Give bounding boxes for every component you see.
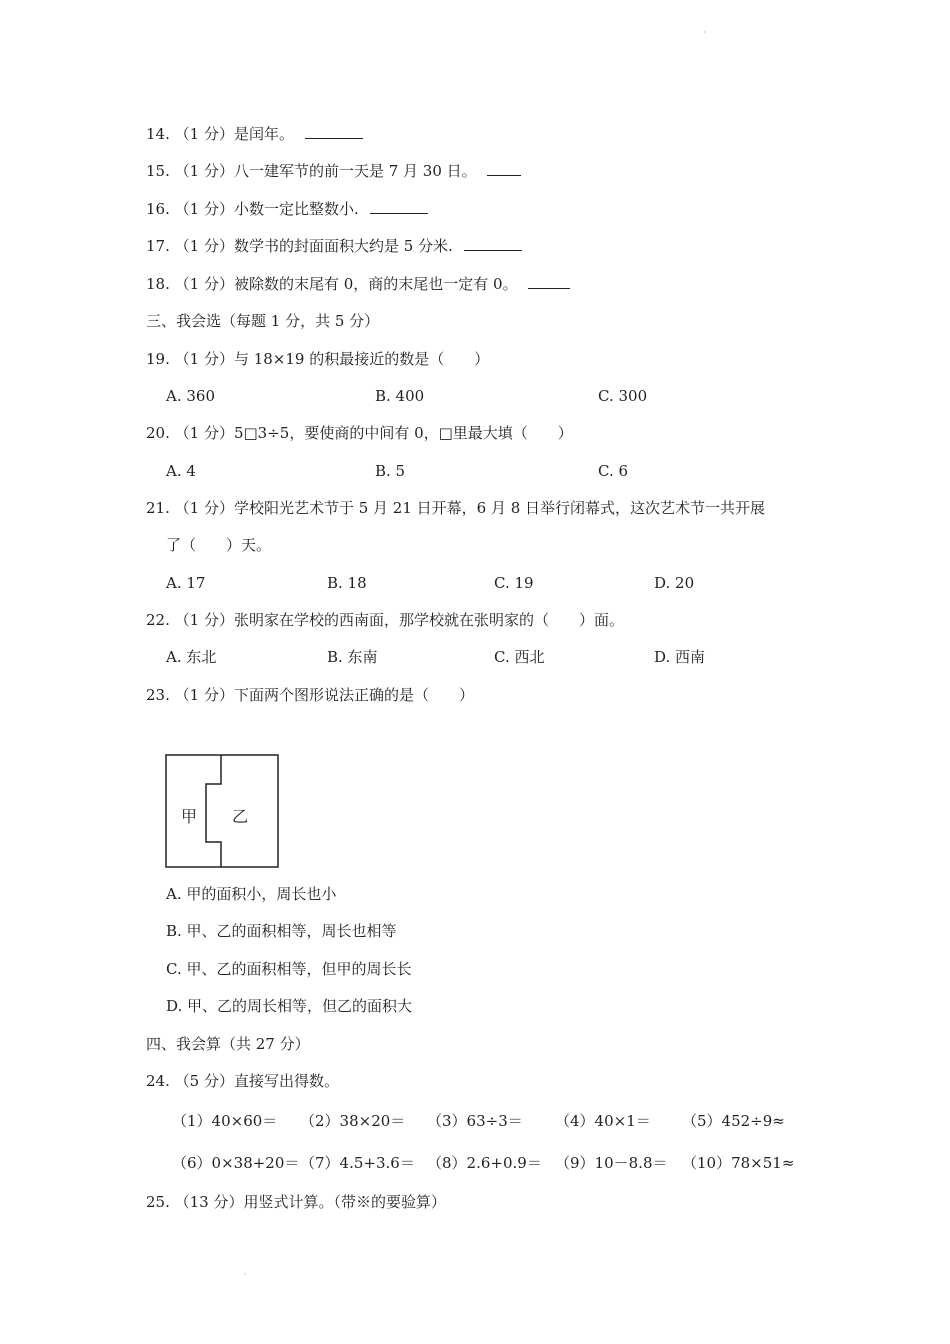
option-c[interactable]: C. 300 <box>598 387 648 405</box>
page-mark: ' <box>704 30 707 39</box>
question-score: （1 分） <box>174 350 234 368</box>
question-21 <box>146 498 765 518</box>
question-score: （1 分） <box>174 499 234 517</box>
question-25 <box>146 1192 446 1212</box>
question-text: 学校阳光艺术节于 5 月 21 日开幕，6 月 8 日举行闭幕式，这次艺术节一共开展 <box>233 499 766 517</box>
answer-blank[interactable] <box>528 274 570 289</box>
question-number: 22. <box>146 611 170 629</box>
calc-item: （5）452÷9≈ <box>682 1112 785 1130</box>
question-text: 被除数的末尾有 0，商的末尾也一定有 0。 <box>233 275 518 293</box>
calc-item: （8）2.6+0.9＝ <box>427 1154 542 1172</box>
option-d[interactable]: D. 西南 <box>654 648 706 666</box>
question-score: （1 分） <box>174 611 234 629</box>
answer-blank[interactable] <box>305 124 363 139</box>
question-19 <box>146 349 489 369</box>
question-number: 25. <box>146 1193 170 1211</box>
question-number: 18. <box>146 275 170 293</box>
question-20 <box>146 423 573 443</box>
option-a[interactable]: A. 17 <box>166 574 206 592</box>
question-text: 用竖式计算。（带※的要验算） <box>243 1193 447 1211</box>
question-score: （1 分） <box>174 200 234 218</box>
shape-figure <box>165 754 280 870</box>
question-score: （13 分） <box>174 1193 244 1211</box>
label-jia: 甲 <box>181 807 198 826</box>
question-24 <box>146 1071 339 1091</box>
option-d[interactable]: D. 甲、乙的周长相等，但乙的面积大 <box>166 997 413 1015</box>
question-number: 23. <box>146 686 170 704</box>
question-number: 21. <box>146 499 170 517</box>
option-c[interactable]: C. 甲、乙的面积相等，但甲的周长长 <box>166 960 412 978</box>
answer-blank[interactable] <box>487 161 521 176</box>
question-text: 5□3÷5，要使商的中间有 0，□里最大填（ ） <box>233 424 573 442</box>
option-b[interactable]: B. 甲、乙的面积相等，周长也相等 <box>166 922 397 940</box>
question-number: 14. <box>146 125 170 143</box>
question-18 <box>146 274 570 294</box>
question-score: （1 分） <box>174 275 234 293</box>
option-a[interactable]: A. 甲的面积小，周长也小 <box>166 885 337 903</box>
section-heading-4: 四、我会算（共 27 分） <box>146 1035 310 1053</box>
calc-item: （1）40×60＝ <box>172 1112 278 1130</box>
shape-figure-svg <box>165 754 280 870</box>
question-text: 小数一定比整数小. <box>233 200 359 218</box>
section-heading-3: 三、我会选（每题 1 分，共 5 分） <box>146 312 380 330</box>
calc-item: （9）10－8.8＝ <box>555 1154 668 1172</box>
question-text: 直接写出得数。 <box>233 1072 339 1090</box>
question-21-continued: 了（ ）天。 <box>166 536 272 554</box>
dividing-line <box>206 755 221 867</box>
option-a[interactable]: A. 360 <box>166 387 215 405</box>
option-c[interactable]: C. 6 <box>598 462 629 480</box>
question-23 <box>146 685 474 705</box>
option-d[interactable]: D. 20 <box>654 574 695 592</box>
question-score: （1 分） <box>174 162 234 180</box>
question-score: （1 分） <box>174 237 234 255</box>
question-text: 与 18×19 的积最接近的数是（ ） <box>233 350 490 368</box>
question-text: 下面两个图形说法正确的是（ ） <box>233 686 474 704</box>
option-c[interactable]: C. 西北 <box>494 648 545 666</box>
option-b[interactable]: B. 东南 <box>327 648 378 666</box>
question-17 <box>146 236 522 256</box>
question-text: 张明家在学校的西南面，那学校就在张明家的（ ）面。 <box>233 611 624 629</box>
option-b[interactable]: B. 5 <box>375 462 406 480</box>
page-mark: · <box>244 1270 247 1279</box>
option-b[interactable]: B. 400 <box>375 387 425 405</box>
option-a[interactable]: A. 4 <box>166 462 196 480</box>
question-number: 16. <box>146 200 170 218</box>
question-22 <box>146 610 624 630</box>
question-number: 20. <box>146 424 170 442</box>
question-score: （5 分） <box>174 1072 234 1090</box>
calc-item: （3）63÷3＝ <box>427 1112 523 1130</box>
answer-blank[interactable] <box>464 236 522 251</box>
calc-item: （10）78×51≈ <box>682 1154 795 1172</box>
question-15 <box>146 161 521 181</box>
question-score: （1 分） <box>174 125 234 143</box>
question-text: 是闰年。 <box>233 125 294 143</box>
question-16 <box>146 199 428 219</box>
calc-item: （4）40×1＝ <box>555 1112 651 1130</box>
question-number: 24. <box>146 1072 170 1090</box>
option-a[interactable]: A. 东北 <box>166 648 217 666</box>
question-score: （1 分） <box>174 424 234 442</box>
question-number: 17. <box>146 237 170 255</box>
question-score: （1 分） <box>174 686 234 704</box>
calc-item: （2）38×20＝ <box>300 1112 406 1130</box>
question-number: 15. <box>146 162 170 180</box>
question-number: 19. <box>146 350 170 368</box>
question-text: 数学书的封面面积大约是 5 分米. <box>233 237 453 255</box>
question-14 <box>146 124 363 144</box>
option-c[interactable]: C. 19 <box>494 574 534 592</box>
answer-blank[interactable] <box>370 199 428 214</box>
option-b[interactable]: B. 18 <box>327 574 367 592</box>
calc-item: （7）4.5+3.6＝ <box>300 1154 415 1172</box>
question-text: 八一建军节的前一天是 7 月 30 日。 <box>233 162 477 180</box>
calc-item: （6）0×38+20＝ <box>172 1154 300 1172</box>
label-yi: 乙 <box>232 807 249 826</box>
